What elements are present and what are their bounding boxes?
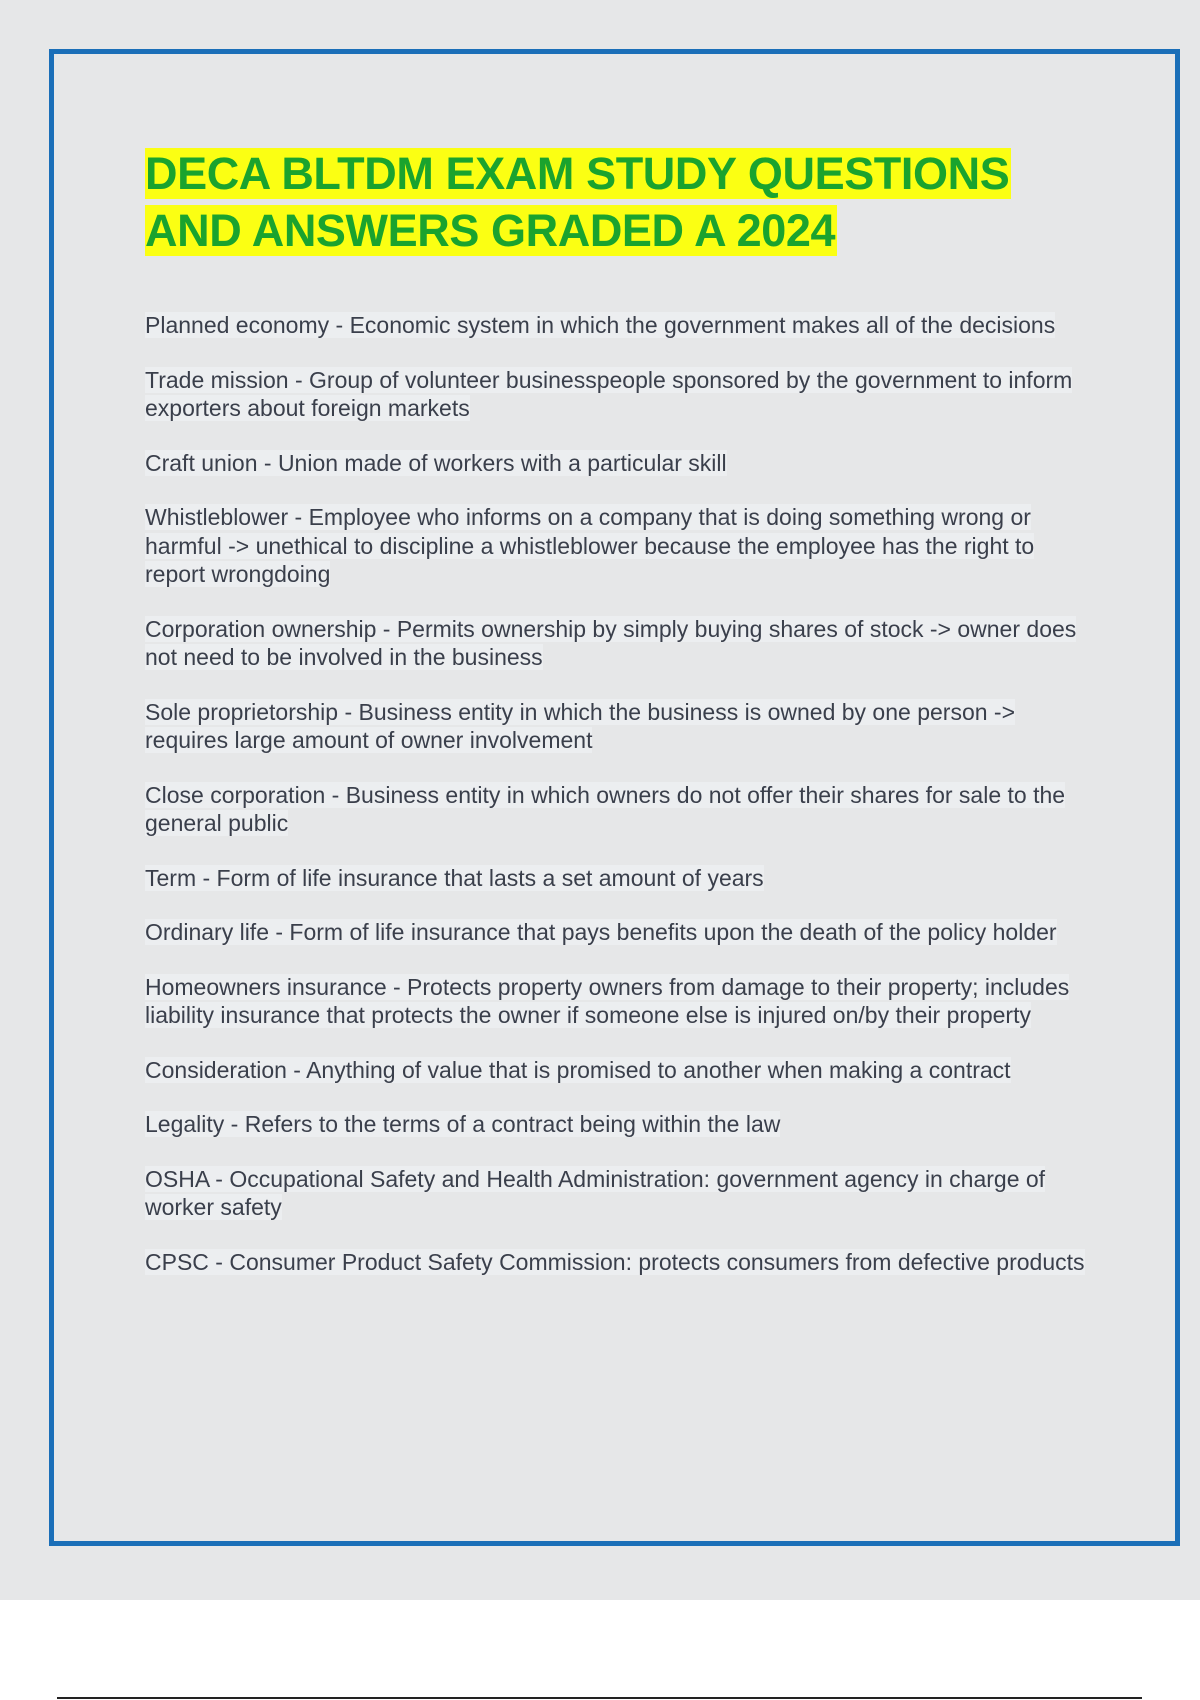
term-entry — [145, 311, 1095, 340]
term-text: Consideration - Anything of value that is promised to another when making a contract — [145, 1056, 1011, 1083]
term-entry — [145, 1248, 1095, 1277]
terms-list — [145, 311, 1095, 1276]
term-text: OSHA - Occupational Safety and Health Administration: government agency in charge of worker safety — [145, 1165, 1046, 1220]
term-text: Trade mission - Group of volunteer businesspeople sponsored by the government to inform exporters about foreign markets — [145, 366, 1073, 421]
term-entry — [145, 449, 1095, 478]
term-entry — [145, 366, 1095, 423]
term-entry — [145, 698, 1095, 755]
term-text: Craft union - Union made of workers with a particular skill — [145, 449, 727, 476]
term-entry — [145, 615, 1095, 672]
term-text: Term - Form of life insurance that lasts a set amount of years — [145, 864, 764, 891]
term-entry — [145, 1056, 1095, 1085]
document-content — [145, 145, 1095, 1302]
term-text: Homeowners insurance - Protects property owners from damage to their property; includes liability insurance that protects the owner if someone else is injured on/by their property — [145, 973, 1070, 1028]
term-entry — [145, 973, 1095, 1030]
title-line-2: AND ANSWERS GRADED A 2024 — [145, 205, 836, 256]
document-title — [145, 145, 1095, 259]
footer-divider — [57, 1697, 1142, 1699]
term-text: Legality - Refers to the terms of a contract being within the law — [145, 1111, 781, 1137]
term-text: CPSC - Consumer Product Safety Commission: protects consumers from defective products — [145, 1248, 1085, 1275]
term-entry — [145, 781, 1095, 838]
term-entry — [145, 503, 1095, 589]
term-text: Planned economy - Economic system in which the government makes all of the decisions — [145, 312, 1056, 338]
term-entry — [145, 1110, 1095, 1139]
term-entry — [145, 864, 1095, 893]
title-line-1: DECA BLTDM EXAM STUDY QUESTIONS — [145, 148, 1010, 199]
term-text: Close corporation - Business entity in which owners do not offer their shares for sale to the general public — [145, 781, 1066, 836]
term-entry — [145, 918, 1095, 947]
term-text: Ordinary life - Form of life insurance that pays benefits upon the death of the policy holder — [145, 919, 1057, 945]
term-text: Sole proprietorship - Business entity in which the business is owned by one person -> requires large amount of owner involvement — [145, 698, 1016, 753]
term-text: Whistleblower - Employee who informs on a company that is doing something wrong or harmful -> unethical to discipline a whistleblower because the employee has the right to report wrongdoing — [145, 504, 1035, 587]
term-text: Corporation ownership - Permits ownership by simply buying shares of stock -> owner does not need to be involved in the business — [145, 615, 1077, 670]
term-entry — [145, 1165, 1095, 1222]
